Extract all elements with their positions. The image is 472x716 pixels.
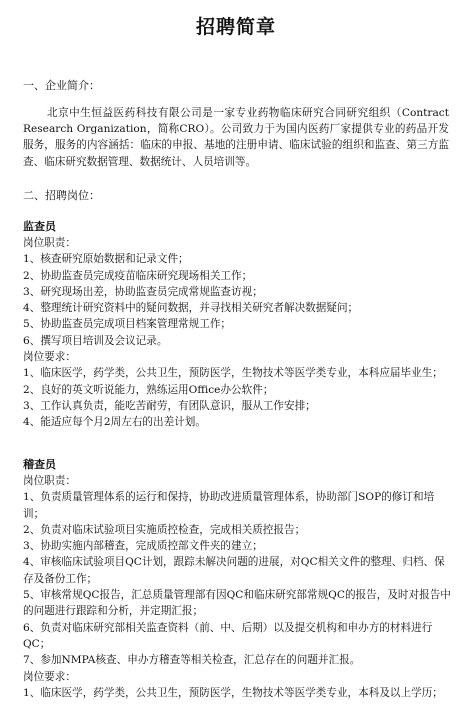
duty-item: 2、负责对临床试验项目实施质控检查，完成相关质控报告；: [23, 523, 306, 536]
duty-item: 3、协助实施内部稽查，完成质控部文件夹的建立；: [23, 540, 263, 553]
duty-item: 1、核查研究原始数据和记录文件；: [23, 253, 189, 266]
position-auditor: [23, 457, 453, 701]
section-heading-positions: 二、招聘岗位：: [23, 189, 100, 202]
requirement-item: 1、临床医学，药学类，公共卫生，预防医学，生物技术等医学类专业，本科应届毕业生；: [23, 367, 443, 380]
duties-label: 岗位职责：: [23, 237, 76, 249]
duty-item: 7、参加NMPA核查、申办方稽查等相关检查，汇总存在的问题并汇报。: [23, 654, 361, 667]
role-title: 稽查员: [23, 458, 56, 471]
requirements-label: 岗位要求：: [23, 670, 76, 683]
page-title: 招聘简章: [195, 16, 276, 38]
duty-item: 5、协助监查员完成项目档案管理常规工作；: [23, 318, 232, 331]
requirement-item: 4、能适应每个月2周左右的出差计划。: [23, 416, 206, 429]
duty-item: 2、协助监查员完成疫苗临床研究现场相关工作；: [23, 269, 253, 282]
requirement-item: 3、工作认真负责，能吃苦耐劳，有团队意识，服从工作安排；: [23, 399, 316, 412]
role-title: 监查员: [23, 220, 56, 233]
duty-item: 6、负责对临床研究部相关监查资料（前、中、后期）以及提交机构和申办方的材料进行QC；: [23, 621, 433, 650]
duty-item: 1、负责质量管理体系的运行和保持，协助改进质量管理体系，协助部门SOP的修订和培训；: [23, 491, 435, 520]
section-heading-company: 一、企业简介：: [23, 79, 100, 92]
requirement-item: 2、良好的英文听说能力，熟练运用Office办公软件；: [23, 383, 274, 396]
duty-item: 4、审核临床试验项目QC计划，跟踪未解决问题的进展，对QC相关文件的整理、归档、保存及备份工作；: [23, 556, 445, 585]
duty-item: 6、撰写项目培训及会议记录。: [23, 334, 168, 347]
company-intro: 北京中生恒益医药科技有限公司是一家专业药物临床研究合同研究组织（Contract Research Organization，简称CRO）。公司致力于为国内医药厂家提供专业的药品开发服务，服务的内容涵括：临床的申报、基地的注册申请、临床试验的组织和监查、第三方监查、临床研究数据管理、数据统计、人员培训等。: [23, 107, 449, 168]
duty-item: 3、研究现场出差，协助监查员完成常规监查访视；: [23, 285, 263, 298]
requirements-label: 岗位要求：: [23, 351, 76, 364]
duties-label: 岗位职责：: [23, 475, 76, 487]
duty-item: 4、整理统计研究资料中的疑问数据，并寻找相关研究者解决数据疑问；: [23, 302, 359, 315]
position-monitor: [23, 219, 453, 431]
duty-item: 5、审核常规QC报告，汇总质量管理部有因QC和临床研究部常规QC的报告，及时对报告中的问题进行跟踪和分析，并定期汇报；: [23, 589, 451, 618]
requirement-item: 1、临床医学，药学类，公共卫生，预防医学，生物技术等医学类专业，本科及以上学历；: [23, 686, 443, 699]
